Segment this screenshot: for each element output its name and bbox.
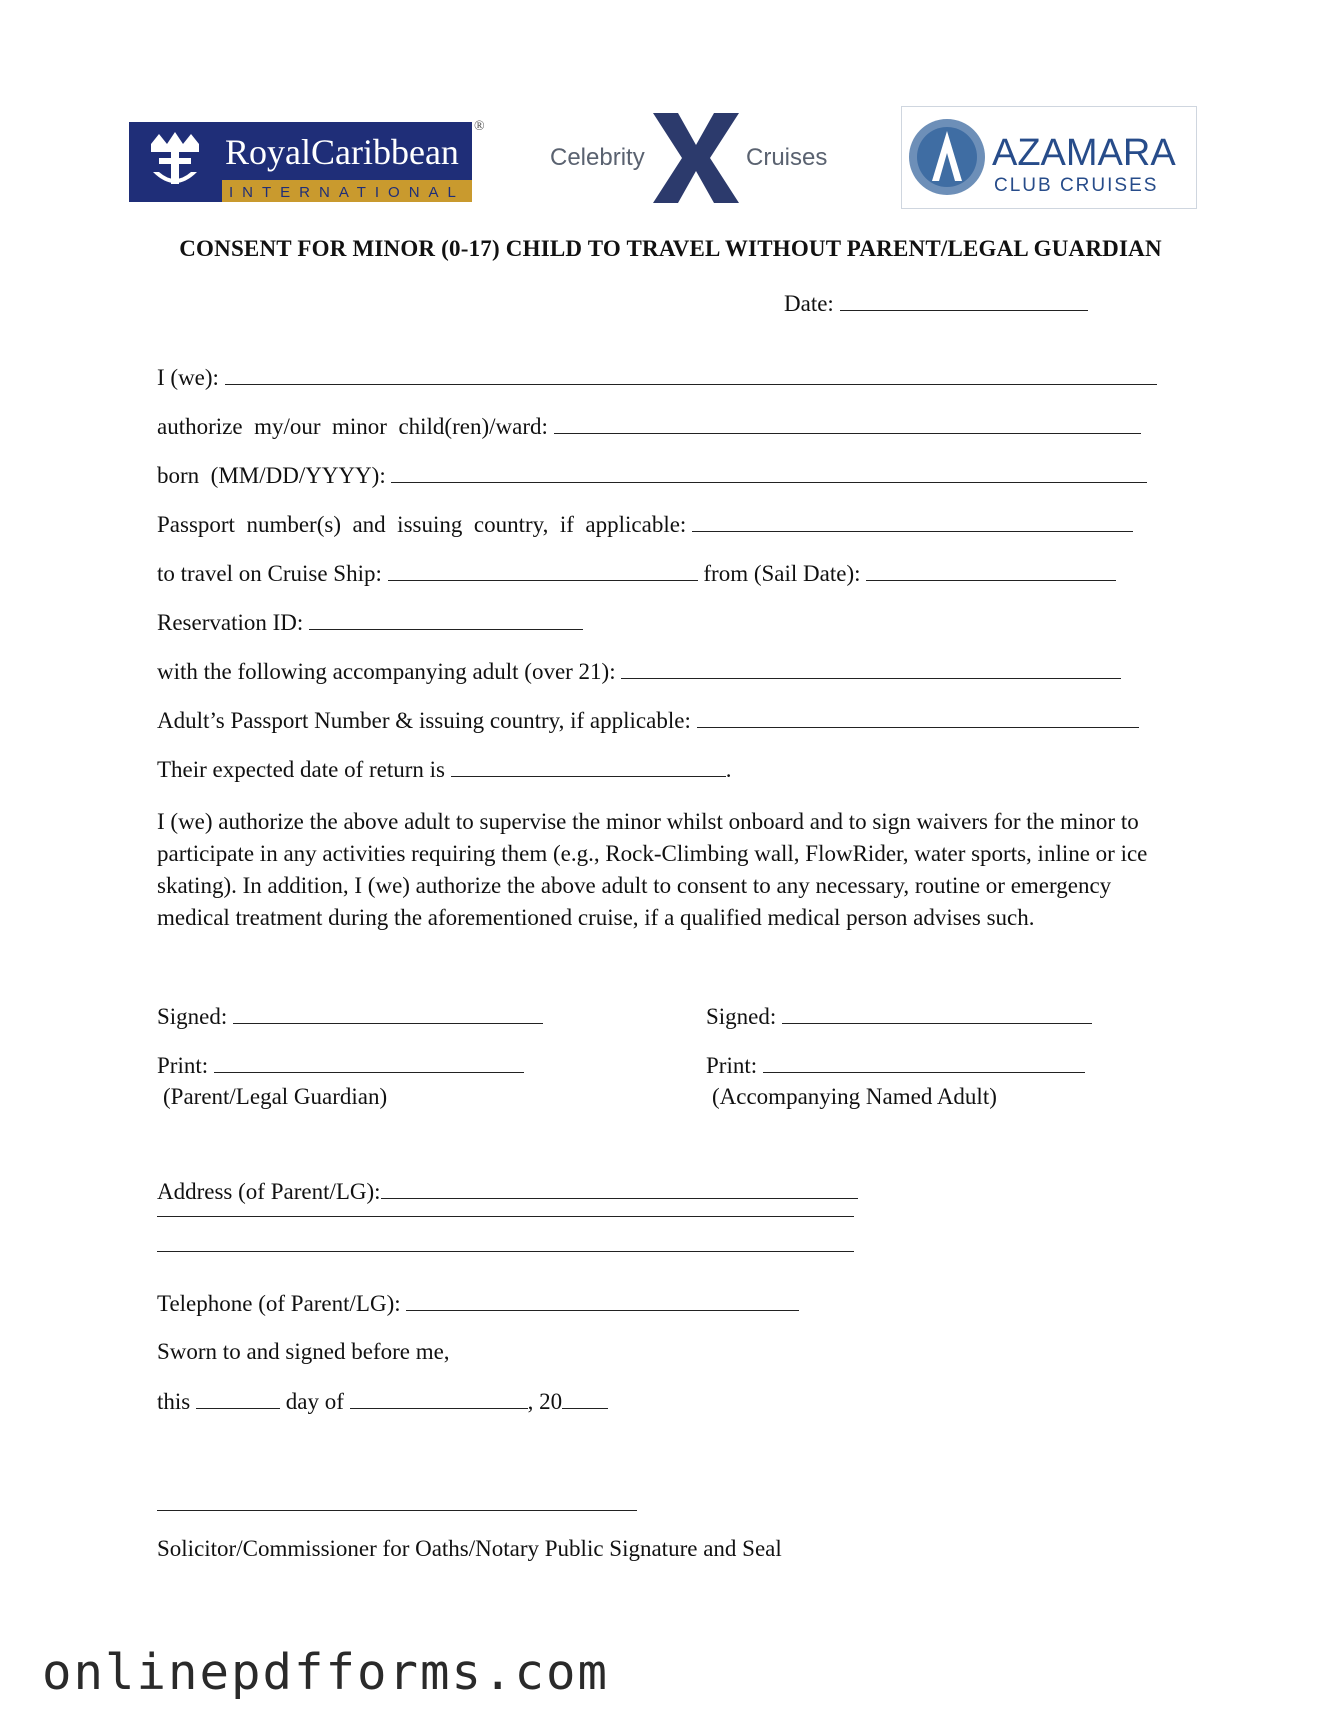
right-signed-label: Signed: [706,1004,777,1029]
date-row [784,290,1088,317]
telephone-label: Telephone (of Parent/LG): [157,1291,401,1316]
right-print-row [706,1052,1085,1079]
return-period: . [725,757,732,782]
azamara-sub: CLUB CRUISES [994,175,1159,196]
comma: , [527,1389,534,1414]
adult-passport-field[interactable] [697,707,1139,728]
address-field-2[interactable] [157,1216,854,1217]
day-of-label: day of [285,1389,344,1414]
adult-label: with the following accompanying adult (over 21): [157,659,616,684]
sworn-statement: Sworn to and signed before me, [157,1339,450,1364]
date-field[interactable] [840,290,1088,311]
reservation-field[interactable] [309,609,583,630]
authorization-paragraph: I (we) authorize the above adult to supervise the minor whilst onboard and to sign waivers for the minor to participate in any activities requiring them (e.g., Rock-Climbing wall, FlowRider, water sports, inline or ice skating). In addition, I (we) authorize the above adult to consent to any necessary, routine or emergency medical treatment during the aforementioned cruise, if a qualified medical person advises such. [157,809,1148,930]
born-row [157,462,1147,489]
cruise-ship-row [157,560,1116,587]
telephone-row [157,1290,799,1317]
address-field-3[interactable] [157,1251,854,1252]
adult-passport-label: Adult’s Passport Number & issuing country, if applicable: [157,708,691,733]
left-print-row [157,1052,524,1079]
left-print-label: Print: [157,1053,209,1078]
reservation-label: Reservation ID: [157,610,304,635]
date-label: Date: [784,291,834,316]
azamara-name: AZAMARA [992,132,1176,174]
azamara-logo [901,106,1197,209]
cruise-ship-field[interactable] [388,560,698,581]
reservation-row [157,609,583,636]
celebrity-cruises-logo [550,113,833,203]
return-label: Their expected date of return is [157,757,446,782]
notary-label: Solicitor/Commissioner for Oaths/Notary Public Signature and Seal [157,1536,782,1561]
address-row [157,1178,858,1205]
day-field[interactable] [196,1388,280,1409]
i-we-row [157,364,1157,391]
year-prefix: 20 [539,1389,563,1414]
passport-label: Passport number(s) and issuing country, if applicable: [157,512,687,537]
notary-signature-field[interactable] [157,1510,637,1511]
passport-row [157,511,1133,538]
watermark: onlinepdfforms.com [42,1644,610,1701]
left-role: (Parent/Legal Guardian) [163,1084,388,1109]
child-field[interactable] [554,413,1141,434]
address-label: Address (of Parent/LG): [157,1179,381,1204]
adult-field[interactable] [621,658,1121,679]
this-label: this [157,1389,191,1414]
right-signed-row [706,1003,1092,1030]
right-print-field[interactable] [763,1052,1085,1073]
left-print-field[interactable] [214,1052,524,1073]
royal-caribbean-sub: INTERNATIONAL [229,184,465,201]
right-print-label: Print: [706,1053,758,1078]
month-field[interactable] [350,1388,528,1409]
telephone-field[interactable] [406,1290,799,1311]
left-signed-row [157,1003,543,1030]
left-signed-field[interactable] [233,1003,543,1024]
celebrity-text: Celebrity [550,144,645,171]
sail-date-label: from (Sail Date): [703,561,861,586]
adult-row [157,658,1121,685]
royal-caribbean-logo [129,122,472,202]
born-label: born (MM/DD/YYYY): [157,463,386,488]
registered-mark: ® [474,119,485,134]
return-row [157,756,732,783]
form-title: CONSENT FOR MINOR (0-17) CHILD TO TRAVEL WITHOUT PARENT/LEGAL GUARDIAN [179,236,1162,261]
adult-passport-row [157,707,1139,734]
child-row [157,413,1141,440]
child-label: authorize my/our minor child(ren)/ward: [157,414,548,439]
cruises-text: Cruises [746,144,828,171]
right-role: (Accompanying Named Adult) [712,1084,997,1109]
return-field[interactable] [451,756,726,777]
born-field[interactable] [391,462,1147,483]
this-day-row [157,1388,608,1415]
cruise-ship-label: to travel on Cruise Ship: [157,561,382,586]
i-we-label: I (we): [157,365,219,390]
year-field[interactable] [562,1388,608,1409]
passport-field[interactable] [692,511,1133,532]
right-signed-field[interactable] [782,1003,1092,1024]
sail-date-field[interactable] [866,560,1116,581]
royal-caribbean-name: RoyalCaribbean [225,132,459,172]
i-we-field[interactable] [225,364,1157,385]
left-signed-label: Signed: [157,1004,228,1029]
address-field-1[interactable] [381,1178,858,1199]
celebrity-x-icon [653,113,739,203]
